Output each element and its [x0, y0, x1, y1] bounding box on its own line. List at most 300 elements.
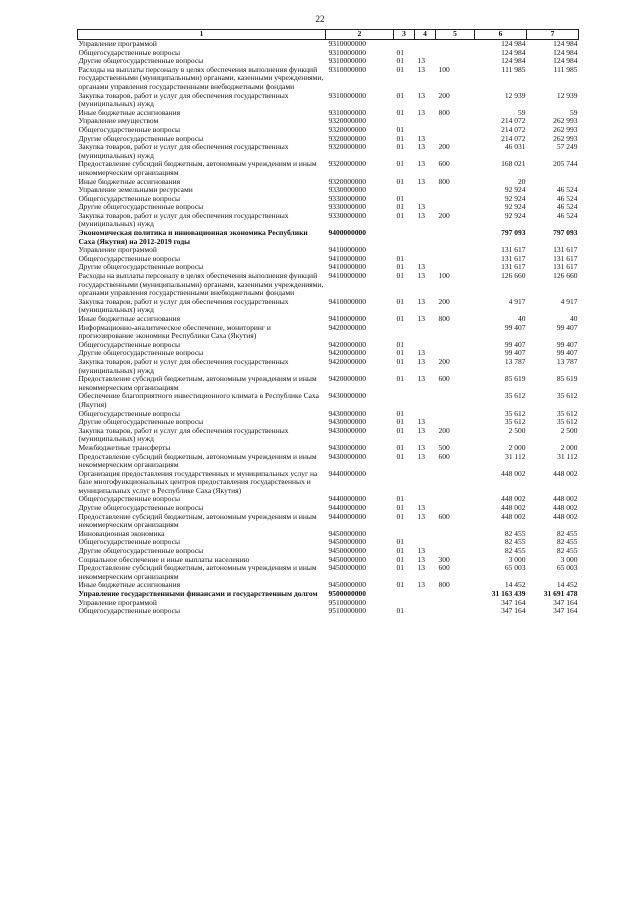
row-amount-2: 797 093 — [553, 228, 578, 238]
row-amount-1: 131 617 — [501, 253, 526, 263]
table-row — [78, 160, 579, 177]
row-amount-1: 82 455 — [504, 537, 526, 547]
row-subsection — [415, 590, 436, 599]
row-subsection — [415, 40, 436, 49]
row-amount-1: 124 984 — [501, 47, 526, 57]
row-subsection: 13 — [417, 425, 425, 435]
row-amount-2: 82 455 — [556, 537, 578, 547]
row-amount-1: 92 924 — [504, 202, 526, 212]
row-subsection: 13 — [417, 546, 425, 556]
row-amount-1: 99 407 — [504, 348, 526, 358]
row-amount-1: 82 455 — [504, 528, 526, 538]
row-expense-type: 200 — [438, 425, 450, 435]
column-header-1: 1 — [78, 30, 326, 40]
row-expense-type: 800 — [438, 176, 450, 186]
table-row — [78, 358, 579, 375]
row-expense-type — [436, 495, 475, 504]
row-name: Другие общегосударственные вопросы — [78, 348, 204, 358]
row-code: 9450000000 — [328, 537, 366, 547]
row-amount-2: 46 524 — [556, 193, 578, 203]
row-section: 01 — [396, 193, 404, 203]
row-expense-type — [436, 126, 475, 135]
row-amount-2: 131 617 — [553, 262, 578, 272]
row-code: 9450000000 — [328, 528, 366, 538]
row-name: Другие общегосударственные вопросы — [78, 417, 204, 427]
row-expense-type: 200 — [438, 90, 450, 100]
row-amount-1: 92 924 — [504, 210, 526, 220]
row-amount-1: 35 612 — [504, 408, 526, 418]
row-code: 9310000000 — [328, 107, 366, 117]
row-code: 9310000000 — [328, 56, 366, 66]
budget-table — [77, 29, 579, 616]
row-amount-2: 12 939 — [556, 90, 578, 100]
row-name: Общегосударственные вопросы — [78, 494, 181, 504]
row-code: 9310000000 — [328, 39, 366, 48]
row-section: 01 — [396, 606, 404, 616]
row-expense-type — [436, 410, 475, 419]
row-name: Иные бюджетные ассигнования — [78, 314, 181, 323]
row-expense-type — [436, 599, 475, 608]
row-code: 9310000000 — [328, 90, 366, 100]
row-amount-1: 99 407 — [504, 339, 526, 349]
row-name: Расходы на выплаты персоналу в целях обеспечения выполнения функций государственными (муниципальными) органами, казенными учреждениями, органами управления государственными внебюджетными фондами — [78, 271, 324, 298]
row-code: 9510000000 — [328, 606, 366, 616]
row-subsection — [415, 607, 436, 616]
row-name: Управление государственными финансами и государственным долгом — [78, 589, 318, 598]
table-row — [78, 66, 579, 92]
row-amount-2: 111 985 — [553, 64, 578, 74]
row-amount-2: 4 917 — [560, 296, 578, 306]
row-section: 01 — [396, 176, 404, 186]
row-expense-type: 600 — [438, 451, 450, 461]
row-name: Общегосударственные вопросы — [78, 408, 181, 418]
row-name: Межбюджетные трансферты — [78, 442, 171, 452]
row-amount-1: 35 612 — [504, 391, 526, 401]
row-amount-1: 31 112 — [505, 451, 526, 461]
row-amount-1: 59 — [518, 107, 526, 117]
row-name: Предоставление субсидий бюджетным, автономным учреждениям и иным некоммерческим организациям — [78, 563, 317, 581]
row-amount-2: 31 691 478 — [543, 589, 578, 598]
row-amount-1: 14 452 — [504, 580, 526, 590]
row-subsection: 13 — [417, 563, 425, 573]
table-row — [78, 470, 579, 496]
row-section: 01 — [396, 546, 404, 556]
row-amount-1: 214 072 — [501, 133, 526, 143]
row-amount-2: 35 612 — [556, 417, 578, 427]
row-amount-2: 448 002 — [553, 511, 578, 521]
row-expense-type: 200 — [438, 210, 450, 220]
row-name: Общегосударственные вопросы — [78, 124, 181, 134]
row-amount-2: 448 002 — [553, 468, 578, 478]
row-name: Предоставление субсидий бюджетным, автономным учреждениям и иным некоммерческим организациям — [78, 511, 317, 530]
row-section: 01 — [396, 202, 404, 212]
row-amount-1: 797 093 — [501, 228, 526, 238]
row-section — [394, 590, 415, 599]
row-section: 01 — [396, 107, 404, 117]
row-amount-1: 65 003 — [504, 563, 526, 573]
row-amount-2: 3 000 — [560, 554, 578, 564]
row-subsection: 13 — [417, 580, 425, 590]
row-code: 9430000000 — [328, 451, 366, 461]
row-name: Социальное обеспечение и иные выплаты населению — [78, 554, 250, 564]
row-name: Экономическая политика и инновационная экономика Республики Саха (Якутия) на 2012-2019 годы — [78, 228, 308, 246]
row-amount-1: 82 455 — [504, 546, 526, 556]
row-section: 01 — [396, 210, 404, 220]
row-expense-type: 800 — [438, 580, 450, 590]
row-subsection: 13 — [417, 107, 425, 117]
row-amount-1: 92 924 — [504, 185, 526, 195]
table-row — [78, 513, 579, 530]
row-code: 9430000000 — [328, 442, 366, 452]
row-subsection: 13 — [417, 314, 425, 323]
table-row — [78, 607, 579, 616]
row-subsection — [415, 530, 436, 539]
row-amount-2: 262 993 — [553, 124, 578, 134]
row-subsection: 13 — [417, 64, 425, 74]
row-code: 9420000000 — [328, 339, 366, 349]
row-section: 01 — [396, 537, 404, 547]
row-code: 9510000000 — [328, 597, 366, 607]
row-amount-1: 40 — [518, 314, 526, 323]
row-code: 9400000000 — [328, 228, 366, 238]
table-body — [78, 40, 579, 616]
row-name: Организация предоставления государственных и муниципальных услуг на базе многофункциональных центров предоставления государственных и муниципальных услуг в Республике Саха (Якутия) — [78, 468, 318, 495]
row-section: 01 — [396, 133, 404, 143]
row-code: 9420000000 — [328, 374, 366, 384]
row-amount-2: 46 524 — [556, 210, 578, 220]
row-amount-1: 31 163 439 — [491, 589, 526, 598]
row-section: 01 — [396, 503, 404, 513]
row-amount-2: 448 002 — [553, 494, 578, 504]
row-name: Управление имуществом — [78, 116, 159, 126]
row-amount-1: 124 984 — [501, 56, 526, 66]
row-amount-1: 131 617 — [501, 245, 526, 255]
row-name: Управление программой — [78, 245, 157, 255]
row-amount-1: 12 939 — [504, 90, 526, 100]
row-amount-2: 59 — [570, 107, 578, 117]
row-subsection: 13 — [417, 159, 425, 169]
row-name: Инновационная экономика — [78, 528, 165, 538]
row-section: 01 — [396, 348, 404, 358]
row-expense-type — [436, 40, 475, 49]
row-subsection: 13 — [417, 133, 425, 143]
row-subsection: 13 — [417, 554, 425, 564]
row-amount-2: 131 617 — [553, 245, 578, 255]
row-subsection — [415, 117, 436, 126]
row-amount-1: 126 660 — [501, 271, 526, 281]
row-expense-type: 600 — [438, 159, 450, 169]
row-section: 01 — [396, 271, 404, 281]
row-subsection: 13 — [417, 442, 425, 452]
row-subsection: 13 — [417, 296, 425, 306]
row-name: Другие общегосударственные вопросы — [78, 262, 204, 272]
row-subsection: 13 — [417, 348, 425, 358]
row-section: 01 — [396, 124, 404, 134]
row-amount-2: 262 993 — [553, 133, 578, 143]
row-section: 01 — [396, 511, 404, 521]
row-name: Закупка товаров, работ и услуг для обеспечения государственных (муниципальных) нужд — [78, 356, 289, 375]
row-name: Иные бюджетные ассигнования — [78, 176, 181, 186]
row-amount-1: 20 — [518, 176, 526, 186]
row-code: 9410000000 — [328, 296, 366, 306]
row-amount-1: 448 002 — [501, 511, 526, 521]
row-section: 01 — [396, 253, 404, 263]
row-code: 9320000000 — [328, 142, 366, 152]
row-section: 01 — [396, 408, 404, 418]
row-amount-2: 126 660 — [553, 271, 578, 281]
row-expense-type: 800 — [438, 314, 450, 323]
column-header-5: 5 — [436, 30, 475, 40]
row-code: 9450000000 — [328, 546, 366, 556]
row-subsection — [415, 324, 436, 341]
row-section: 01 — [396, 451, 404, 461]
row-code: 9450000000 — [328, 554, 366, 564]
row-amount-2: 2 000 — [560, 442, 578, 452]
row-amount-1: 214 072 — [501, 116, 526, 126]
row-amount-1: 35 612 — [504, 417, 526, 427]
row-section: 01 — [396, 142, 404, 152]
row-code: 9430000000 — [328, 408, 366, 418]
row-amount-2: 99 407 — [556, 348, 578, 358]
row-section: 01 — [396, 374, 404, 384]
row-section: 01 — [396, 159, 404, 169]
row-amount-2: 85 619 — [556, 374, 578, 384]
row-name: Общегосударственные вопросы — [78, 339, 181, 349]
row-amount-1: 448 002 — [501, 503, 526, 513]
row-code: 9330000000 — [328, 210, 366, 220]
row-name: Управление земельными ресурсами — [78, 185, 193, 195]
row-section: 01 — [396, 47, 404, 57]
table-row — [78, 272, 579, 298]
row-expense-type: 800 — [438, 107, 450, 117]
row-amount-2: 347 164 — [553, 597, 578, 607]
table-row — [78, 298, 579, 315]
row-amount-2: 46 524 — [556, 185, 578, 195]
row-code: 9410000000 — [328, 253, 366, 263]
row-amount-2: 14 452 — [556, 580, 578, 590]
row-expense-type: 300 — [438, 554, 450, 564]
row-amount-2: 124 984 — [553, 39, 578, 48]
row-amount-2: 124 984 — [553, 56, 578, 66]
row-section: 01 — [396, 90, 404, 100]
column-header-6: 6 — [475, 30, 527, 40]
row-subsection: 13 — [417, 503, 425, 513]
row-subsection — [415, 470, 436, 496]
row-amount-2: 35 612 — [556, 391, 578, 401]
row-section: 01 — [396, 417, 404, 427]
row-code: 9410000000 — [328, 245, 366, 255]
row-name: Иные бюджетные ассигнования — [78, 107, 181, 117]
row-amount-1: 448 002 — [501, 494, 526, 504]
row-expense-type — [436, 195, 475, 204]
row-amount-1: 92 924 — [504, 193, 526, 203]
row-expense-type — [436, 324, 475, 341]
row-amount-1: 13 787 — [504, 356, 526, 366]
row-name: Другие общегосударственные вопросы — [78, 56, 204, 66]
row-amount-1: 4 917 — [508, 296, 526, 306]
row-expense-type — [436, 538, 475, 547]
row-name: Закупка товаров, работ и услуг для обеспечения государственных (муниципальных) нужд — [78, 296, 289, 315]
row-name: Информационно-аналитическое обеспечение, мониторинг и прогнозирование экономики Республики Саха (Якутия) — [78, 322, 271, 341]
row-section: 01 — [396, 580, 404, 590]
row-subsection: 13 — [417, 356, 425, 366]
row-section: 01 — [396, 356, 404, 366]
row-subsection — [415, 392, 436, 409]
row-expense-type: 600 — [438, 374, 450, 384]
row-name: Другие общегосударственные вопросы — [78, 503, 204, 513]
column-header-2: 2 — [326, 30, 394, 40]
row-amount-1: 131 617 — [501, 262, 526, 272]
row-subsection: 13 — [417, 262, 425, 272]
table-header-row — [78, 30, 579, 40]
row-code: 9430000000 — [328, 417, 366, 427]
row-subsection: 13 — [417, 511, 425, 521]
row-expense-type — [436, 246, 475, 255]
row-section: 01 — [396, 296, 404, 306]
row-section: 01 — [396, 563, 404, 573]
row-section: 01 — [396, 339, 404, 349]
column-header-7: 7 — [527, 30, 579, 40]
row-amount-2: 82 455 — [556, 528, 578, 538]
row-expense-type — [436, 470, 475, 496]
row-name: Другие общегосударственные вопросы — [78, 202, 204, 212]
row-expense-type: 500 — [438, 442, 450, 452]
row-expense-type: 200 — [438, 142, 450, 152]
row-code: 9450000000 — [328, 563, 366, 573]
row-name: Другие общегосударственные вопросы — [78, 546, 204, 556]
row-amount-2: 31 112 — [557, 451, 578, 461]
row-code: 9410000000 — [328, 314, 366, 323]
row-expense-type — [436, 186, 475, 195]
table-row — [78, 324, 579, 341]
row-amount-2: 65 003 — [556, 563, 578, 573]
row-amount-1: 85 619 — [504, 374, 526, 384]
row-subsection: 13 — [417, 210, 425, 220]
row-section: 01 — [396, 554, 404, 564]
row-name: Предоставление субсидий бюджетным, автономным учреждениям и иным некоммерческим организациям — [78, 159, 317, 177]
row-section — [394, 470, 415, 496]
table-row — [78, 212, 579, 229]
row-section: 01 — [396, 64, 404, 74]
row-expense-type — [436, 590, 475, 599]
table-row — [78, 392, 579, 409]
row-subsection: 13 — [417, 374, 425, 384]
table-row — [78, 229, 579, 246]
row-section: 01 — [396, 262, 404, 272]
row-expense-type: 100 — [438, 271, 450, 281]
row-section — [394, 392, 415, 409]
column-header-4: 4 — [415, 30, 436, 40]
row-amount-2: 99 407 — [556, 322, 578, 332]
row-code: 9450000000 — [328, 580, 366, 590]
row-code: 9320000000 — [328, 176, 366, 186]
row-code: 9330000000 — [328, 193, 366, 203]
row-amount-2: 131 617 — [553, 253, 578, 263]
row-code: 9440000000 — [328, 494, 366, 504]
row-amount-1: 347 164 — [501, 597, 526, 607]
row-name: Закупка товаров, работ и услуг для обеспечения государственных (муниципальных) нужд — [78, 90, 289, 109]
row-name: Общегосударственные вопросы — [78, 47, 181, 57]
row-code: 9440000000 — [328, 503, 366, 513]
row-subsection: 13 — [417, 451, 425, 461]
row-amount-2: 2 500 — [560, 425, 578, 435]
row-section: 01 — [396, 425, 404, 435]
row-amount-2: 82 455 — [556, 546, 578, 556]
row-amount-2: 40 — [570, 314, 578, 323]
row-section: 01 — [396, 314, 404, 323]
row-expense-type — [436, 229, 475, 246]
row-code: 9320000000 — [328, 124, 366, 134]
row-section — [394, 324, 415, 341]
row-code: 9500000000 — [328, 589, 366, 598]
table-row — [78, 427, 579, 444]
row-amount-1: 214 072 — [501, 124, 526, 134]
row-code: 9320000000 — [328, 116, 366, 126]
row-name: Расходы на выплаты персоналу в целях обеспечения выполнения функций государственными (муниципальными) органами, казенными учреждениями, органами управления государственными внебюджетными фондами — [78, 64, 324, 91]
row-name: Управление программой — [78, 597, 157, 607]
row-expense-type — [436, 607, 475, 616]
row-expense-type: 200 — [438, 296, 450, 306]
row-amount-2: 448 002 — [553, 503, 578, 513]
row-subsection — [415, 246, 436, 255]
row-name: Закупка товаров, работ и услуг для обеспечения государственных (муниципальных) нужд — [78, 142, 289, 160]
row-name: Общегосударственные вопросы — [78, 193, 181, 203]
table-row — [78, 92, 579, 109]
row-amount-2: 99 407 — [556, 339, 578, 349]
table-row — [78, 453, 579, 470]
row-amount-2: 347 164 — [553, 606, 578, 616]
row-code: 9410000000 — [328, 271, 366, 281]
row-subsection: 13 — [417, 417, 425, 427]
row-amount-1: 2 000 — [508, 442, 526, 452]
row-name: Обеспечение благоприятного инвестиционного климата в Республике Саха (Якутия) — [78, 391, 319, 409]
row-code: 9440000000 — [328, 511, 366, 521]
row-expense-type — [436, 392, 475, 409]
row-code: 9440000000 — [328, 468, 366, 478]
row-amount-2: 46 524 — [556, 202, 578, 212]
row-amount-1: 3 000 — [508, 554, 526, 564]
row-name: Общегосударственные вопросы — [78, 537, 181, 547]
row-subsection: 13 — [417, 176, 425, 186]
row-name: Другие общегосударственные вопросы — [78, 133, 204, 143]
row-amount-2: 13 787 — [556, 356, 578, 366]
row-expense-type: 100 — [438, 64, 450, 74]
row-subsection — [415, 599, 436, 608]
row-amount-2: 57 249 — [556, 142, 578, 152]
page-number: 22 — [315, 14, 325, 24]
row-name: Предоставление субсидий бюджетным, автономным учреждениям и иным некоммерческим организациям — [78, 451, 317, 470]
table-row — [78, 375, 579, 392]
row-amount-2: 205 744 — [553, 159, 578, 169]
row-amount-1: 448 002 — [501, 468, 526, 478]
row-amount-1: 99 407 — [504, 322, 526, 332]
row-amount-1: 111 985 — [501, 64, 526, 74]
row-expense-type — [436, 117, 475, 126]
row-section: 01 — [396, 494, 404, 504]
table-row — [78, 143, 579, 160]
row-name: Закупка товаров, работ и услуг для обеспечения государственных (муниципальных) нужд — [78, 210, 289, 229]
row-code: 9330000000 — [328, 202, 366, 212]
row-expense-type — [436, 255, 475, 264]
row-code: 9310000000 — [328, 64, 366, 74]
row-amount-2: 124 984 — [553, 47, 578, 57]
row-code: 9420000000 — [328, 356, 366, 366]
row-amount-1: 2 500 — [508, 425, 526, 435]
row-subsection: 13 — [417, 90, 425, 100]
row-amount-1: 347 164 — [501, 606, 526, 616]
table-row — [78, 564, 579, 581]
row-subsection: 13 — [417, 271, 425, 281]
